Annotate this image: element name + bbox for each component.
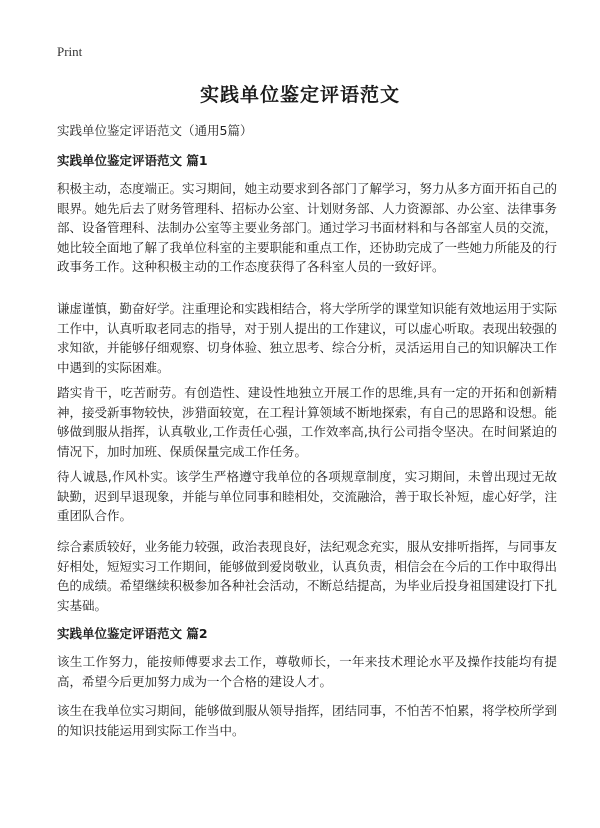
print-link[interactable]: Print bbox=[57, 44, 83, 59]
document-subtitle: 实践单位鉴定评语范文（通用5篇） bbox=[57, 123, 253, 138]
paragraph-1-3: 踏实肯干，吃苦耐劳。有创造性、建设性地独立开展工作的思维,具有一定的开拓和创新精神，接受新事物较快，涉猎面较宽，在工程计算领域不断地探索，有自己的思路和设想。能够做到服从指挥，认真敬业,工作责任心强，工作效率高,执行公司指令坚决。在时间紧迫的情况下，加时加班、保质保量完成工作任务。 bbox=[57, 385, 558, 459]
paragraph-1-5: 综合素质较好，业务能力较强，政治表现良好，法纪观念充实，服从安排听指挥，与同事友好相处，短短实习工作期间，能够做到爱岗敬业，认真负责，相信会在今后的工作中取得出色的成绩。希望继续积极参加各种社会活动，不断总结提高，为毕业后投身祖国建设打下扎实基础。 bbox=[57, 539, 558, 613]
paragraph-1-2: 谦虚谨慎，勤奋好学。注重理论和实践相结合，将大学所学的课堂知识能有效地运用于实际工作中，认真听取老同志的指导，对于别人提出的工作建议，可以虚心听取。表现出较强的求知欲，并能够仔细观察、切身体验、独立思考、综合分析，灵活运用自己的知识解决工作中遇到的实际困难。 bbox=[57, 301, 558, 375]
document-title: 实践单位鉴定评语范文 bbox=[199, 84, 400, 106]
section-heading-1: 实践单位鉴定评语范文 篇1 bbox=[57, 153, 208, 168]
section-heading-2: 实践单位鉴定评语范文 篇2 bbox=[57, 626, 208, 641]
paragraph-1-1: 积极主动，态度端正。实习期间，她主动要求到各部门了解学习，努力从多方面开拓自己的眼界。她先后去了财务管理科、招标办公室、计划财务部、人力资源部、办公室、法律事务部、设备管理科、法制办公室等主要业务部门。通过学习书面材料和与各部室人员的交流，她比较全面地了解了我单位科室的主要职能和重点工作，还协助完成了一些她力所能及的行政事务工作。这种积极主动的工作态度获得了各科室人员的一致好评。 bbox=[57, 181, 558, 274]
paragraph-1-4: 待人诚恳,作风朴实。该学生严格遵守我单位的各项规章制度，实习期间，未曾出现过无故缺勤，迟到早退现象，并能与单位同事和睦相处，交流融洽，善于取长补短，虚心好学，注重团队合作。 bbox=[57, 469, 558, 523]
paragraph-2-1: 该生工作努力，能按师傅要求去工作，尊敬师长，一年来技术理论水平及操作技能均有提高，希望今后更加努力成为一个合格的建设人才。 bbox=[57, 654, 557, 689]
paragraph-2-2: 该生在我单位实习期间，能够做到服从领导指挥，团结同事，不怕苦不怕累，将学校所学到的知识技能运用到实际工作当中。 bbox=[57, 703, 558, 738]
